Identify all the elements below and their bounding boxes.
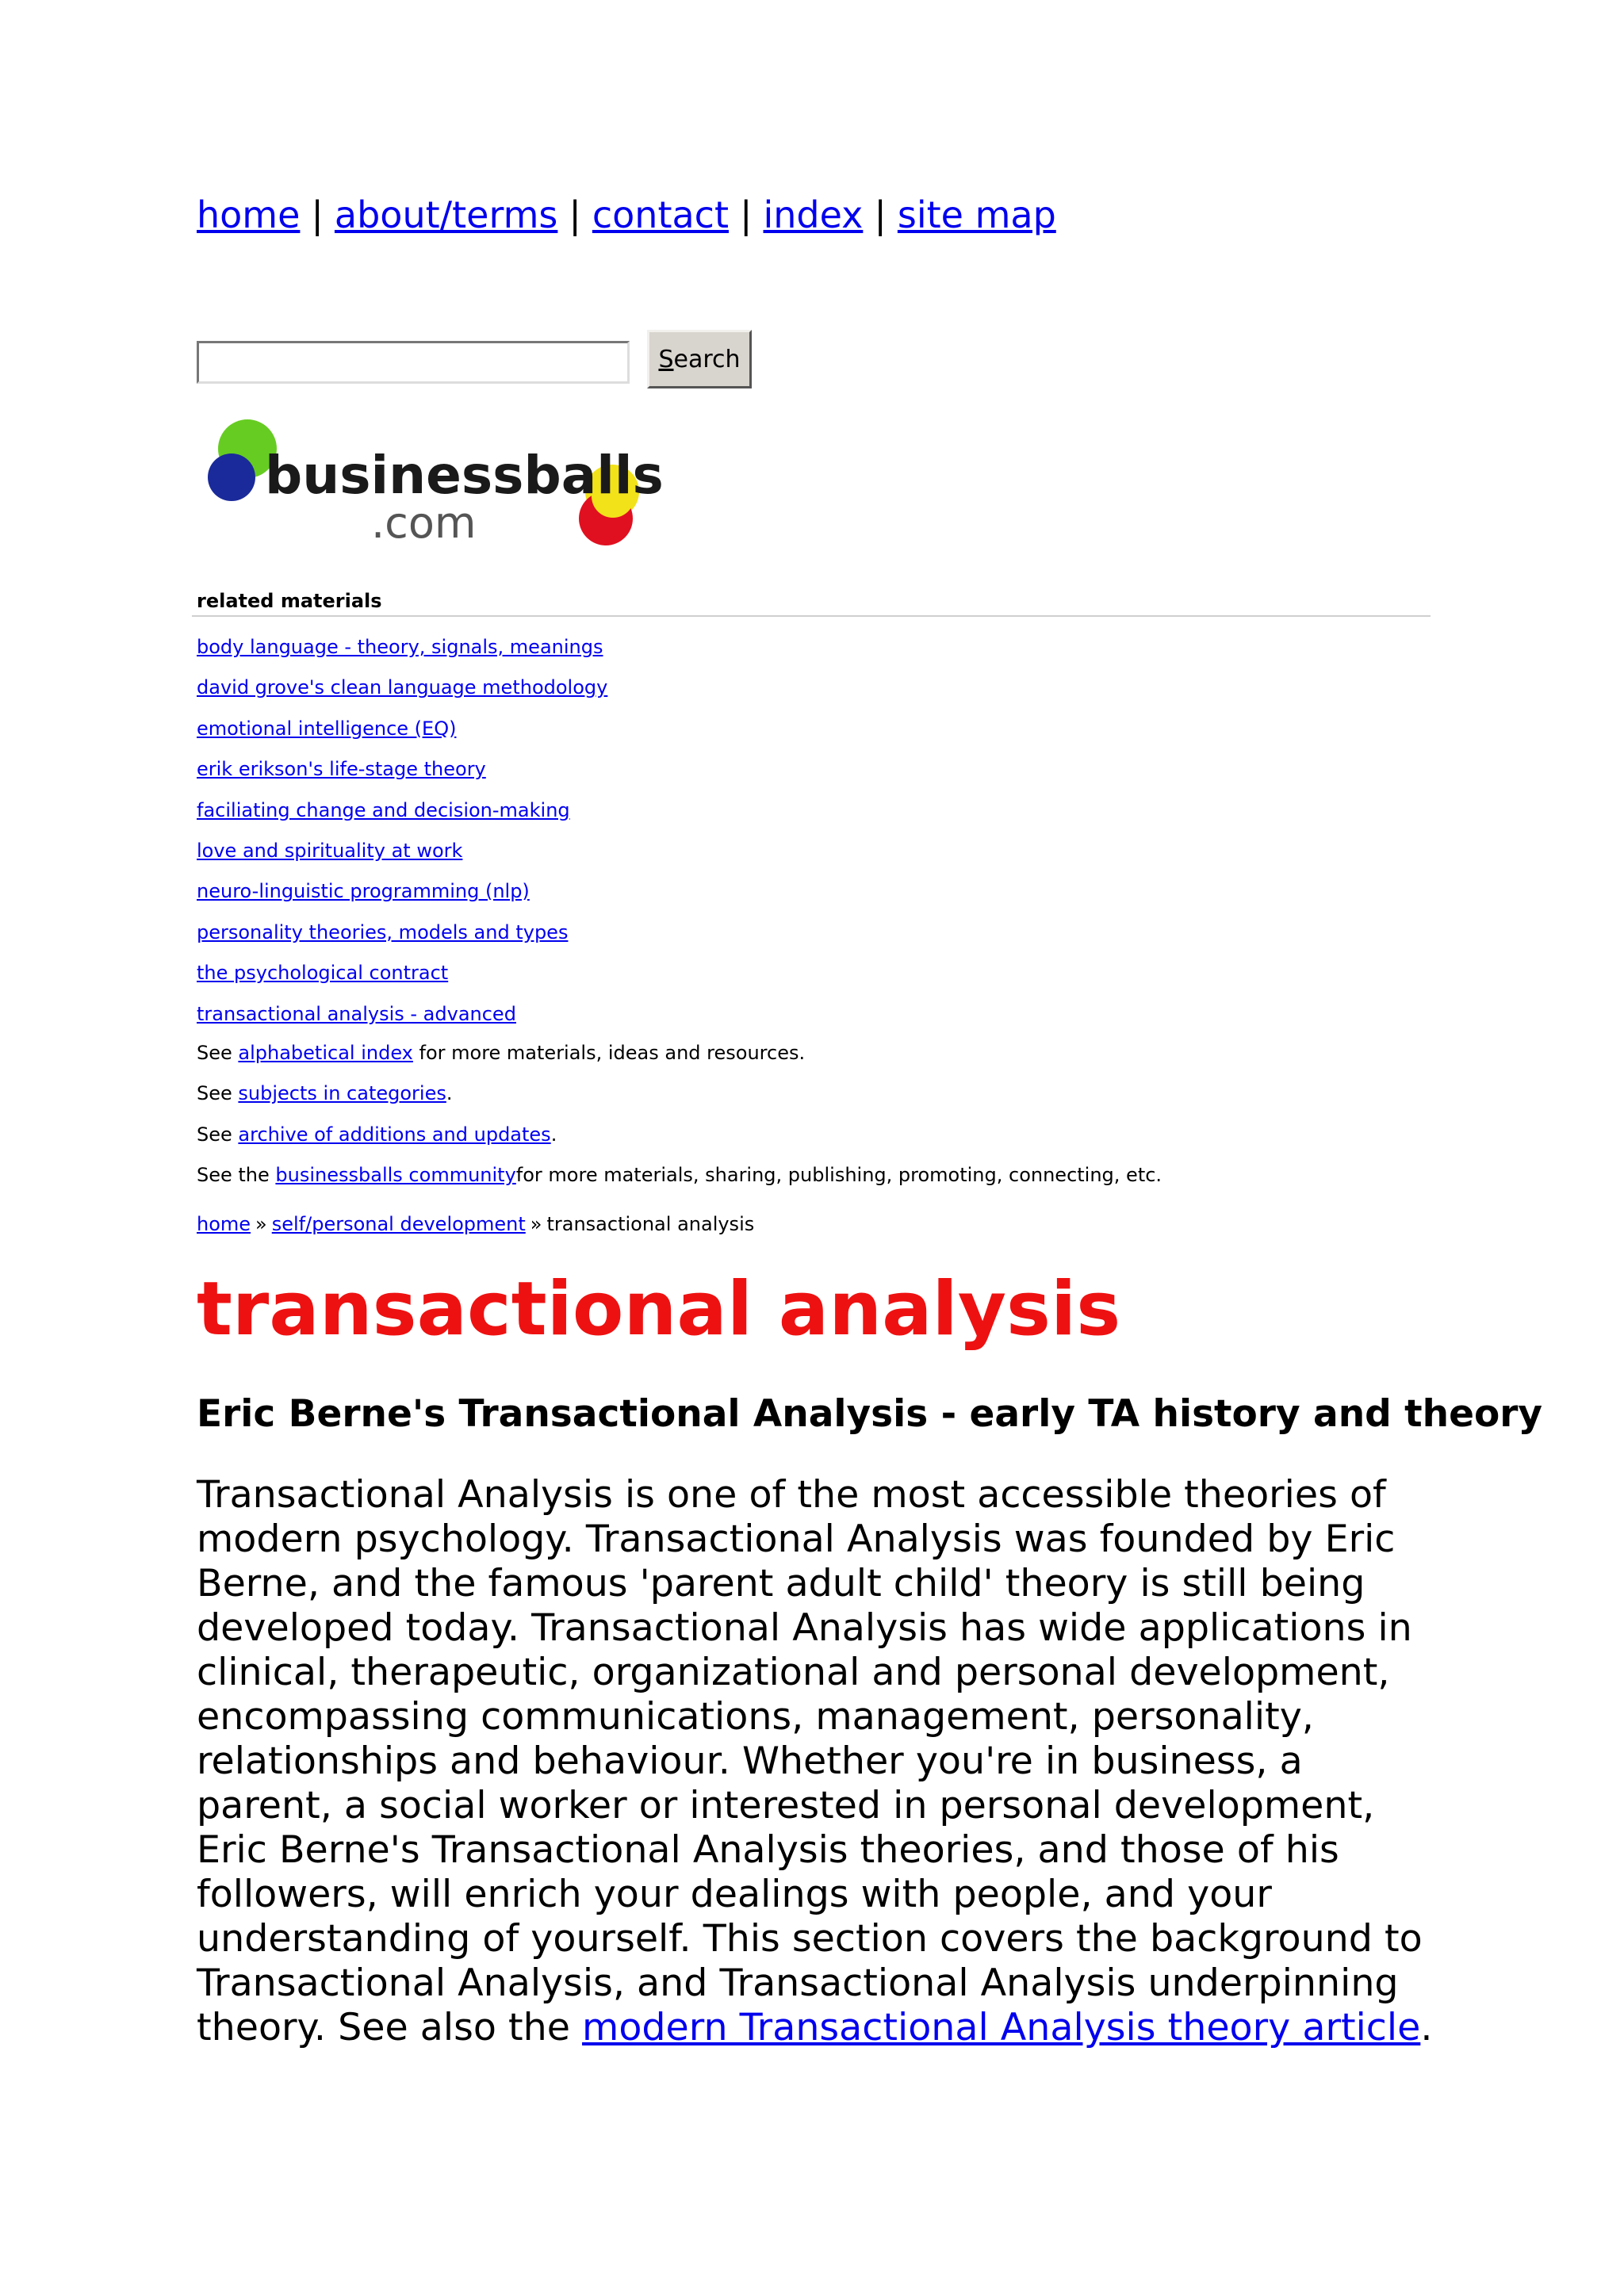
related-link-nlp[interactable]: neuro-linguistic programming (nlp) xyxy=(197,880,530,903)
logo-blue-ball xyxy=(208,453,255,501)
list-item xyxy=(197,877,607,917)
list-item xyxy=(197,796,607,836)
nav-home-link[interactable]: home xyxy=(197,193,301,236)
page-title: transactional analysis xyxy=(197,1266,1121,1353)
list-item xyxy=(197,918,607,959)
breadcrumb-separator: » xyxy=(255,1213,267,1235)
related-link-personality[interactable]: personality theories, models and types xyxy=(197,920,569,943)
nav-separator: | xyxy=(569,193,581,236)
nav-contact-link[interactable]: contact xyxy=(592,193,729,236)
breadcrumb-current: transactional analysis xyxy=(546,1213,755,1235)
breadcrumb-separator: » xyxy=(530,1213,542,1235)
list-item xyxy=(197,633,607,673)
breadcrumb xyxy=(197,1213,754,1235)
page-subtitle: Eric Berne's Transactional Analysis - early TA history and theory xyxy=(197,1392,1543,1436)
see-archive-line xyxy=(197,1120,1162,1161)
list-item xyxy=(197,959,607,999)
see-suffix: . xyxy=(446,1082,453,1105)
breadcrumb-home-link[interactable]: home xyxy=(197,1213,251,1235)
breadcrumb-section-link[interactable]: self/personal development xyxy=(271,1213,526,1235)
see-prefix: See the xyxy=(197,1164,276,1187)
list-item xyxy=(197,1000,607,1040)
related-materials-list xyxy=(197,633,607,1040)
related-link-psychological-contract[interactable]: the psychological contract xyxy=(197,962,449,985)
nav-separator: | xyxy=(874,193,887,236)
search-button[interactable] xyxy=(647,330,752,388)
see-prefix: See xyxy=(197,1042,239,1064)
intro-paragraph xyxy=(197,1473,1434,2050)
see-subjects-line xyxy=(197,1079,1162,1119)
see-suffix: . xyxy=(550,1123,557,1146)
nav-sitemap-link[interactable]: site map xyxy=(897,193,1056,236)
see-community-line xyxy=(197,1161,1162,1201)
alphabetical-index-link[interactable]: alphabetical index xyxy=(238,1042,413,1064)
list-item xyxy=(197,755,607,795)
businessballs-logo[interactable] xyxy=(200,411,676,585)
logo-graphic xyxy=(200,411,676,585)
nav-separator: | xyxy=(311,193,324,236)
related-link-ta-advanced[interactable]: transactional analysis - advanced xyxy=(197,1002,516,1025)
modern-ta-article-link[interactable]: modern Transactional Analysis theory article xyxy=(582,2006,1421,2049)
related-link-change[interactable]: faciliating change and decision-making xyxy=(197,798,570,821)
see-prefix: See xyxy=(197,1123,239,1146)
list-item xyxy=(197,836,607,877)
subjects-categories-link[interactable]: subjects in categories xyxy=(238,1082,446,1105)
see-also-lines xyxy=(197,1039,1162,1202)
logo-name: businessballs xyxy=(265,445,664,506)
logo-suffix: .com xyxy=(371,498,477,548)
list-item xyxy=(197,714,607,755)
search-button-label: earch xyxy=(673,345,741,373)
top-nav xyxy=(197,193,1056,236)
related-materials-heading: related materials xyxy=(197,590,382,612)
related-link-clean-language[interactable]: david grove's clean language methodology xyxy=(197,676,608,699)
search-input[interactable] xyxy=(197,341,630,384)
related-link-emotional-intelligence[interactable]: emotional intelligence (EQ) xyxy=(197,717,457,740)
related-link-erikson[interactable]: erik erikson's life-stage theory xyxy=(197,758,486,781)
see-alphabetical-line xyxy=(197,1039,1162,1079)
archive-updates-link[interactable]: archive of additions and updates xyxy=(238,1123,551,1146)
related-divider xyxy=(192,615,1431,617)
intro-text: Transactional Analysis is one of the most accessible theories of modern psychology. Transactional Analysis was founded by Eric Berne, and the famous 'parent adult child' theory is still being developed today. Transactional Analysis has wide applications in clinical, therapeutic, organizational and personal development, encompassing communications, management, personality, relationships and behaviour. Whether you're in business, a parent, a social worker or interested in personal development, Eric Berne's Transactional Analysis theories, and those of his followers, will enrich your dealings with people, and your understanding of yourself. This section covers the background to Transactional Analysis, and Transactional Analysis underpinning theory. See also the xyxy=(197,1473,1423,2049)
community-link[interactable]: businessballs community xyxy=(275,1164,516,1187)
nav-index-link[interactable]: index xyxy=(763,193,864,236)
related-link-love-spirituality[interactable]: love and spirituality at work xyxy=(197,839,463,862)
see-prefix: See xyxy=(197,1082,239,1105)
intro-end: . xyxy=(1420,2006,1433,2049)
nav-separator: | xyxy=(740,193,753,236)
search-button-accesskey: S xyxy=(658,345,674,373)
list-item xyxy=(197,673,607,714)
related-link-body-language[interactable]: body language - theory, signals, meanings xyxy=(197,636,603,658)
nav-about-link[interactable]: about/terms xyxy=(334,193,558,236)
see-suffix: for more materials, ideas and resources. xyxy=(412,1042,806,1064)
see-suffix: for more materials, sharing, publishing, promoting, connecting, etc. xyxy=(515,1164,1162,1187)
